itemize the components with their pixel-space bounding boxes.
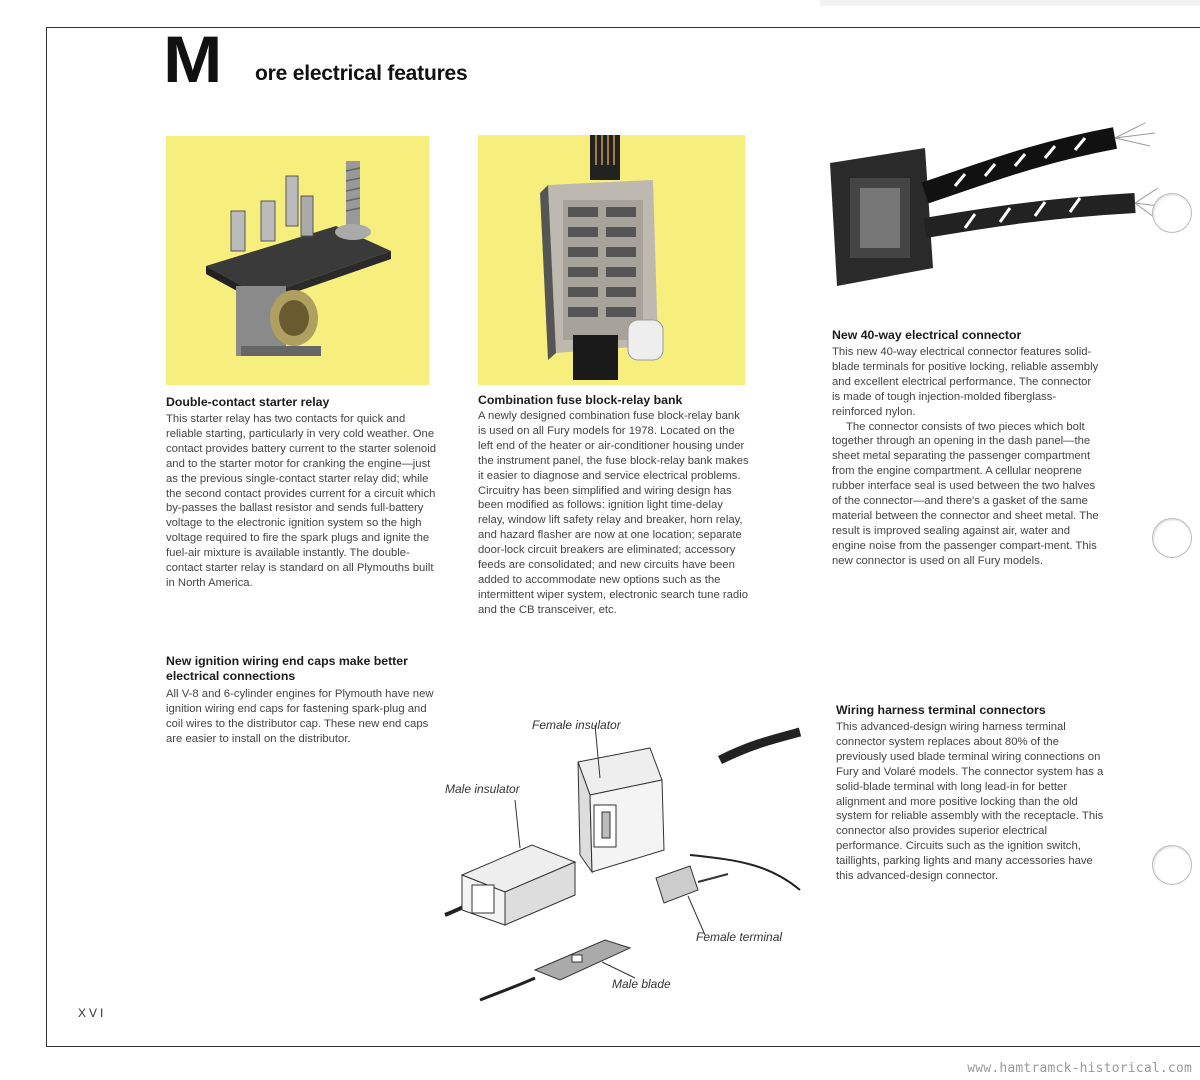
- top-strip: [820, 0, 1200, 6]
- binder-hole: [1152, 518, 1192, 558]
- harness-body: This advanced-design wiring harness terminal connector system replaces about 80% of the previously used blade terminal wiring connections on Fury and Volaré models. The connector system has a solid-blade terminal with long lead-in for better alignment and more positive locking than the old system for reliable assembly with the receptacle. This connector also provides superior electrical performance. Circuits such as the ignition switch, taillights, parking lights and many accessories have this advanced-design connector.: [836, 721, 1104, 883]
- starter-relay-body: This starter relay has two contacts for quick and reliable starting, particularly in very cold weather. One contact provides battery current to the starter solenoid and to the starter motor for cranking the engine—just as the previous single-contact starter relay did; while the second contact provides current for a circuit which by-passes the ballast resistor and sends full-battery voltage to the electronic ignition system so the high voltage required to fire the spark plugs and ignite the fuel-air mixture is available instantly. The double-contact starter relay is standard on all Plymouths built in North America.: [166, 413, 437, 589]
- title-initial: M: [163, 22, 219, 96]
- starter-relay-heading: Double-contact starter relay: [166, 395, 330, 409]
- connector-40way-heading: New 40-way electrical connector: [832, 328, 1022, 342]
- female-terminal-label: Female terminal: [696, 930, 783, 944]
- page-number: XVI: [78, 1006, 107, 1020]
- connector-40way-body: [832, 345, 1100, 569]
- page-title: [163, 22, 468, 96]
- 40-way-connector-photo: [815, 118, 1160, 298]
- female-insulator-label: Female insulator: [532, 718, 621, 732]
- male-blade-label: Male blade: [612, 977, 671, 991]
- fuse-block-body: A newly designed combination fuse block-relay bank is used on all Fury models for 1978. Located on the left end of the heater or air-conditioner housing under the instrument panel, the fuse block-relay bank makes it easier to diagnose and service electrical problems. Circuitry has been simplified and wiring design has been modified as follows: ignition light time-delay relay, window lift safety relay and breaker, horn relay, and hazard flasher are now at one location; separate door-lock circuit breakers are eliminated; accessory feeds are consolidated; and new circuits have been added to accommodate new options such as the intermittent wiper system, electronic search tune radio and the CB transceiver, etc.: [478, 410, 749, 616]
- terminal-connector-diagram: [440, 700, 820, 1010]
- title-text: ore electrical features: [255, 62, 468, 85]
- binder-hole: [1152, 193, 1192, 233]
- fuse-block-photo: [478, 135, 745, 385]
- male-insulator-label: Male insulator: [445, 782, 520, 796]
- connector-40way-para-2: The connector consists of two pieces which bolt together through an opening in the dash panel—the sheet metal separating the passenger compartment from the engine compartment. A cellular neoprene rubber interface seal is used between the two halves of the connector—and there's a gasket of the same material between the connector and sheet metal. The result is improved sealing against air, water and engine noise from the passenger compart-ment. This new connector is used on all Fury models.: [832, 420, 1099, 567]
- starter-relay-photo: [166, 136, 429, 385]
- binder-hole: [1152, 845, 1192, 885]
- end-caps-body: All V-8 and 6-cylinder engines for Plymouth have new ignition wiring end caps for fastening spark-plug and coil wires to the distributor cap. These new end caps are easier to install on the distributor.: [166, 688, 434, 745]
- end-caps-heading: New ignition wiring end caps make better electrical connections: [166, 654, 408, 683]
- connector-40way-para-1: This new 40-way electrical connector features solid-blade terminals for positive locking, reliable assembly and excellent electrical performance. The connector is made of tough injection-molded fiberglass-reinforced nylon.: [832, 346, 1099, 418]
- watermark: www.hamtramck-historical.com: [967, 1061, 1192, 1076]
- harness-heading: Wiring harness terminal connectors: [836, 703, 1046, 717]
- fuse-block-heading: Combination fuse block-relay bank: [478, 393, 683, 407]
